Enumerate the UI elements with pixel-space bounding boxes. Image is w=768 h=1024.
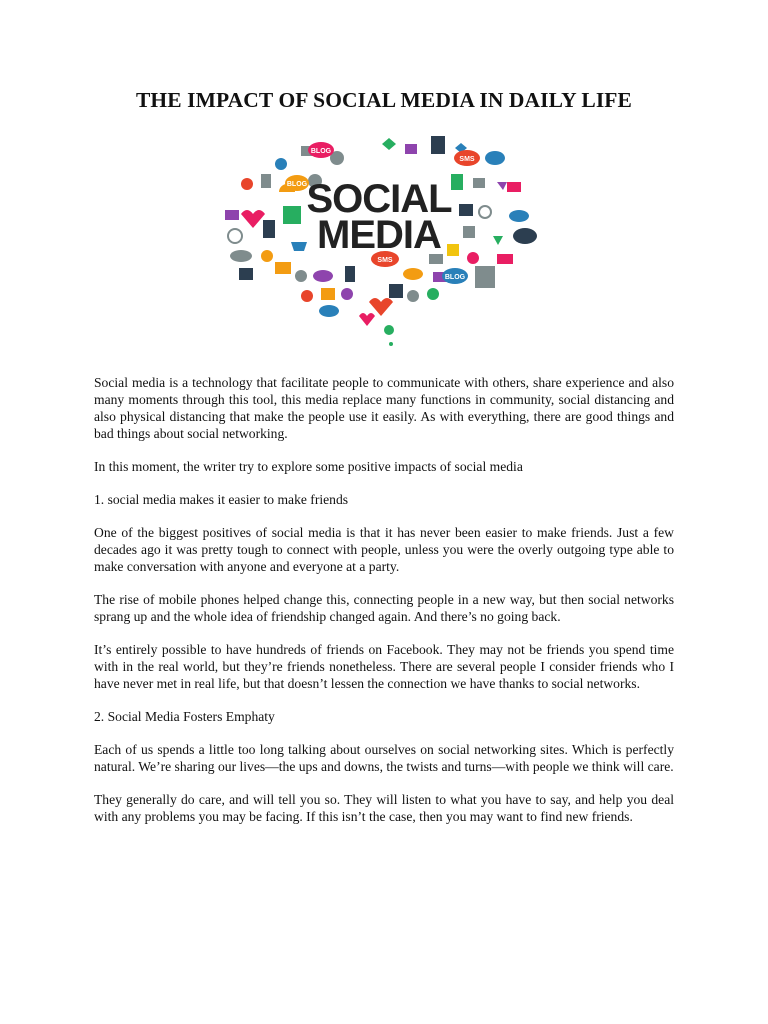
phone-icon (263, 220, 275, 238)
section-heading-1: 1. social media makes it easier to make friends (94, 492, 349, 507)
star-icon (447, 244, 459, 256)
sms-bubble-label: SMS (459, 156, 475, 163)
user-icon (427, 288, 439, 300)
cloud-icon (319, 305, 339, 317)
cloud-icon (403, 268, 423, 280)
blog-bubble-label: BLOG (444, 274, 466, 281)
heart-icon (359, 313, 375, 326)
document-title: THE IMPACT OF SOCIAL MEDIA IN DAILY LIFE (135, 88, 632, 112)
social-wordmark: SOCIAL (306, 177, 452, 221)
cart-icon (463, 226, 475, 238)
body-paragraph: The rise of mobile phones helped change this, connecting people in a new way, but then social networks sprang up and the whole idea of friendship changed again. And there’s no going back. (94, 592, 674, 624)
blog-bubble-label: BLOG (286, 181, 308, 188)
intro-paragraph: Social media is a technology that facilitate people to communicate with others, share experience and also many moments through this tool, this media replace many functions in community, social distancing and also physical distancing that make the people use it easily. As with everything, there are good things and bad things about social networking. (94, 375, 674, 441)
chat-icon (261, 250, 273, 262)
cloud-icon (513, 228, 537, 244)
tag-icon (493, 236, 503, 245)
heart-icon (241, 210, 265, 228)
phone-icon (261, 174, 271, 188)
thumbs-up-icon (283, 206, 301, 224)
camera-icon (239, 268, 253, 280)
social-media-illustration (219, 126, 549, 358)
cloud-icon (313, 270, 333, 282)
envelope-icon (507, 182, 521, 192)
thumbs-up-icon (431, 136, 445, 154)
intro-statement: In this moment, the writer try to explore some positive impacts of social media (94, 459, 523, 474)
envelope-icon (275, 262, 291, 274)
section-heading-2: 2. Social Media Fosters Emphaty (94, 709, 275, 724)
heart-icon (369, 298, 393, 316)
user-icon (467, 252, 479, 264)
phone-icon (451, 174, 463, 190)
thumbs-up-icon (389, 284, 403, 298)
share-icon (382, 138, 396, 150)
gift-icon (301, 290, 313, 302)
document-body (94, 374, 674, 841)
body-paragraph: Each of us spends a little too long talking about ourselves on social networking sites. Which is perfectly natural. We’re sharing our lives—the ups and downs, the twists and turns—with people we think will care. (94, 742, 674, 774)
clock-icon (407, 290, 419, 302)
chat-icon (384, 325, 394, 335)
body-paragraph: One of the biggest positives of social media is that it has never been easier to make friends. Just a few decades ago it was pretty tough to connect with people, unless you were the overly outgoing type able to make conversation with anyone and everyone at a party. (94, 525, 674, 574)
phone-icon (345, 266, 355, 282)
blog-bubble-label: BLOG (310, 148, 332, 155)
cart-icon (291, 242, 307, 251)
television-icon (473, 178, 485, 188)
chat-tail-dot (389, 342, 393, 346)
envelope-icon (225, 210, 239, 220)
media-wordmark: MEDIA (317, 213, 441, 257)
body-paragraph: They generally do care, and will tell you so. They will listen to what you have to say, and help you deal with any problems you may be facing. If this isn’t the case, then you may want to find new friends. (94, 792, 674, 824)
sms-bubble-label: SMS (377, 257, 393, 264)
cloud-icon (509, 210, 529, 222)
envelope-icon (497, 254, 513, 264)
body-paragraph: It’s entirely possible to have hundreds of friends on Facebook. They may not be friends you spend time with in the real world, but they’re friends nonetheless. There are several people I consider friends who I have never met in real life, but that doesn’t lessen the connection we have thanks to social networks. (94, 642, 674, 691)
tag-icon (497, 182, 507, 190)
envelope-icon (405, 144, 417, 154)
cloud-icon (485, 151, 505, 165)
chat-icon (275, 158, 287, 170)
cloud-icon (230, 250, 252, 262)
search-icon (479, 206, 491, 218)
gear-icon (295, 270, 307, 282)
camera-icon (459, 204, 473, 216)
chat-icon (241, 178, 253, 190)
chat-icon (341, 288, 353, 300)
thumbs-up-icon (475, 266, 495, 288)
search-icon (228, 229, 242, 243)
cart-icon (321, 288, 335, 300)
